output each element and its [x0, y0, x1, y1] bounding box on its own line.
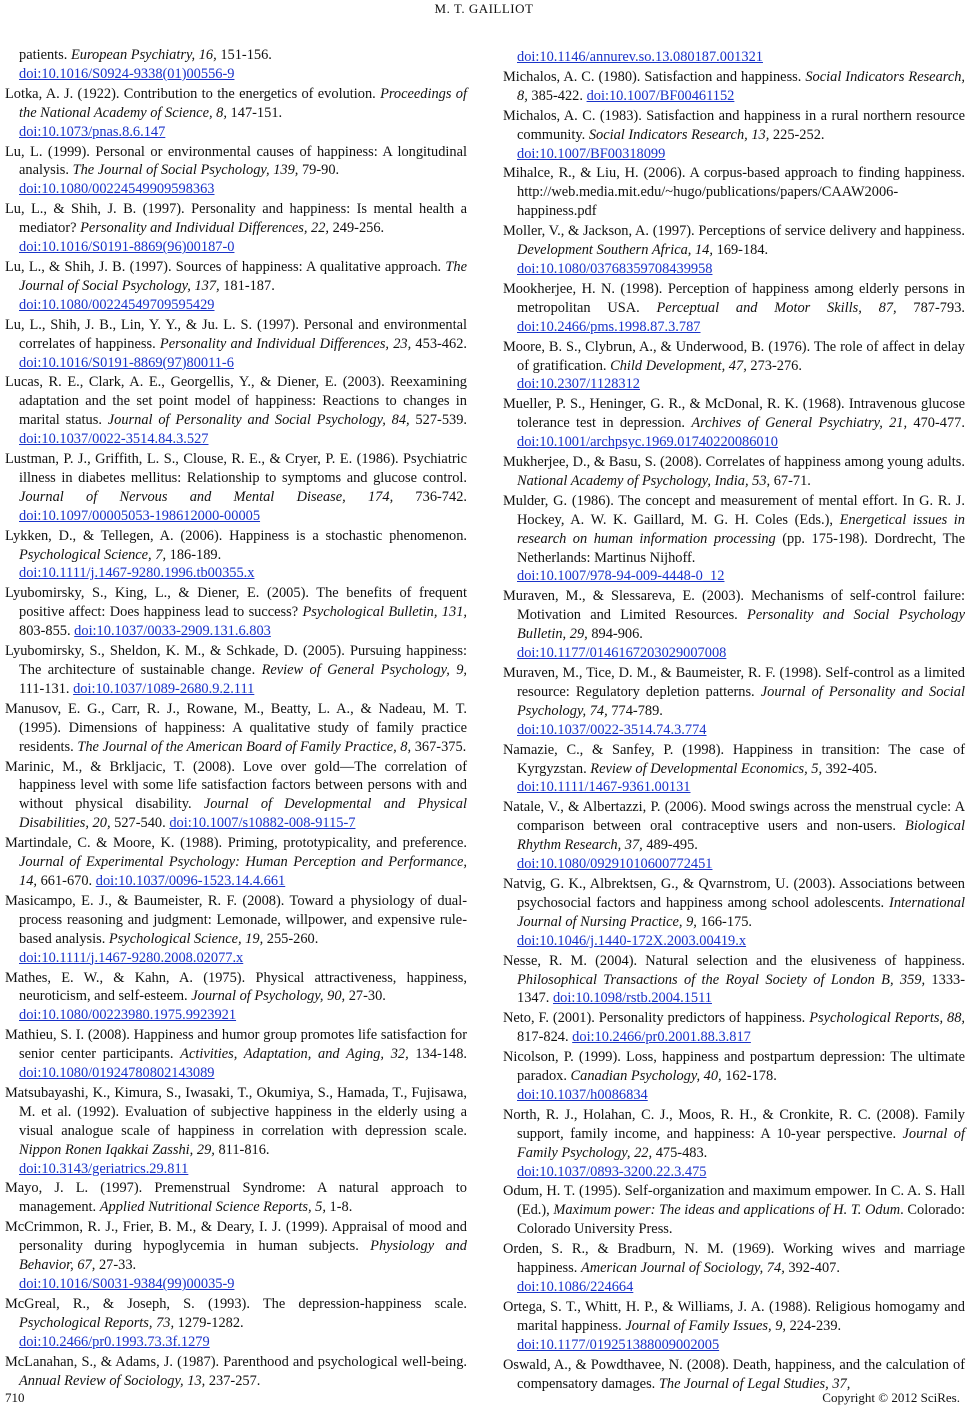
reference-source: Review of General Psychology, 9, — [261, 662, 467, 678]
reference-pages: 249-256. — [329, 220, 385, 237]
reference-text: Michalos, A. C. (1983). Satisfaction and happiness in a rural northern resource community. — [503, 107, 965, 143]
reference-source: Personality and Individual Differences, 22, — [80, 220, 329, 237]
reference-pages: 453-462. — [411, 335, 467, 352]
reference-pages: 392-407. — [784, 1260, 840, 1277]
reference-pages: 392-405. — [822, 760, 878, 777]
reference-pages: 273-276. — [746, 357, 802, 374]
reference-text: Moller, V., & Jackson, A. (1997). Perceptions of service delivery and happiness. — [503, 223, 965, 240]
reference-text: Namazie, C., & Sanfey, P. (1998). Happiness in transition: The case of Kyrgyzstan. — [503, 741, 965, 777]
reference-entry — [5, 834, 467, 891]
reference-entry — [503, 107, 965, 164]
reference-source: Annual Review of Sociology, 13, — [19, 1372, 206, 1389]
reference-entry — [503, 587, 965, 663]
reference-text: Mayo, J. L. (1997). Premenstrual Syndrome: A natural approach to management. — [5, 1180, 467, 1216]
reference-source: Activities, Adaptation, and Aging, 32, — [180, 1046, 409, 1063]
doi-link[interactable]: doi:10.1037/h0086834 — [517, 1086, 648, 1103]
reference-text: Muraven, M., & Slessareva, E. (2003). Mechanisms of self-control failure: Motivation and Limited Resources. — [503, 588, 965, 624]
reference-text: Lu, L., & Shih, J. B. (1997). Personality and happiness: Is mental health a mediator? — [5, 201, 467, 237]
reference-pages: 166-175. — [696, 913, 753, 930]
reference-entry — [5, 373, 467, 449]
reference-entry — [5, 892, 467, 968]
doi-link[interactable]: doi:10.2466/pr0.2001.88.3.817 — [572, 1029, 751, 1046]
reference-source: Journal of Experimental Psychology: Human Perception and Performance, 14, — [19, 854, 467, 889]
reference-pages: 736-742. — [393, 488, 467, 505]
reference-source: Philosophical Transactions of the Royal Society of London B, 359, — [517, 971, 926, 988]
doi-link[interactable]: doi:10.1086/224664 — [517, 1279, 634, 1295]
reference-text: patients. — [19, 47, 71, 63]
reference-source: The Journal of Social Psychology, 137, — [19, 258, 467, 294]
reference-text: Mueller, P. S., Heninger, G. R., & McDonal, R. K. (1968). Intravenous glucose tolerance test in depression. — [503, 396, 965, 432]
reference-entry — [5, 1295, 467, 1352]
reference-pages: 489-495. — [642, 837, 698, 854]
doi-link[interactable]: doi:10.1111/j.1467-9280.1996.tb00355.x — [19, 565, 255, 582]
reference-text: Lotka, A. J. (1922). Contribution to the energetics of evolution. — [5, 85, 381, 102]
reference-source: Physiology and Behavior, 67, — [19, 1238, 467, 1274]
reference-entry — [503, 875, 965, 951]
doi-link[interactable]: doi:10.2307/1128312 — [517, 376, 640, 393]
reference-entry — [5, 642, 467, 699]
doi-link[interactable]: doi:10.1016/S0924-9338(01)00556-9 — [19, 65, 235, 82]
running-header — [0, 1, 968, 17]
reference-source: Applied Nutritional Science Reports, 5, — [99, 1199, 326, 1216]
doi-link[interactable]: doi:10.1037/0893-3200.22.3.475 — [517, 1163, 707, 1180]
reference-text: Mookherjee, H. N. (1998). Perception of happiness among elderly persons in metropolitan USA. — [503, 280, 965, 316]
reference-source: Psychological Science, 7, — [19, 546, 167, 563]
reference-pages: 27-30. — [345, 988, 386, 1005]
reference-text: Lucas, R. E., Clark, A. E., Georgellis, Y., & Diener, E. (2003). Reexamining adaptation and the set point model of happiness: Reactions to changes in marital status. — [5, 374, 467, 429]
reference-text: Nicolson, P. (1999). Loss, happiness and postpartum depression: The ultimate paradox. — [503, 1049, 965, 1085]
reference-source: The Journal of the American Board of Family Practice, 8, — [77, 738, 412, 755]
reference-entry — [503, 1106, 965, 1182]
reference-source: Journal of Nervous and Mental Disease, 174, — [19, 488, 394, 505]
reference-source: Maximum power: The ideas and applications of H. T. Odum — [553, 1202, 901, 1219]
doi-link[interactable]: doi:10.1037/0022-3514.74.3.774 — [517, 721, 707, 738]
reference-entry — [503, 1182, 965, 1239]
reference-entry — [503, 1048, 965, 1105]
reference-text: Lu, L., & Shih, J. B. (1997). Sources of happiness: A qualitative approach. — [5, 258, 446, 275]
reference-source: International Journal of Nursing Practice, 9, — [517, 894, 965, 930]
reference-source: Child Development, 47, — [610, 357, 747, 374]
reference-text: Matsubayashi, K., Kimura, S., Iwasaki, T., Okumiya, S., Hamada, T., Fujisawa, M. et al. (1992). Evaluation of subjective happiness in the elderly using a visual analogue scale of happiness in correlation with depression scale. — [5, 1084, 467, 1139]
reference-source: Journal of Personality and Social Psychology, 84, — [107, 412, 410, 429]
reference-text: Orden, S. R., & Bradburn, N. M. (1969). Working wives and marriage happiness. — [503, 1241, 965, 1277]
reference-pages: 385-422. — [527, 87, 587, 104]
reference-entry — [503, 68, 965, 106]
reference-pages: 774-789. — [607, 702, 663, 719]
page-number: 710 — [5, 1390, 25, 1405]
reference-text: Marinic, M., & Brkljacic, T. (2008). Love over gold—The correlation of happiness level with some life satisfaction factors between persons with and without physical disability. — [5, 758, 467, 813]
reference-entry — [5, 700, 467, 757]
reference-pages: 527-539. — [409, 412, 467, 429]
reference-pages: 1279-1282. — [174, 1314, 244, 1331]
reference-pages: 134-148. — [408, 1046, 467, 1063]
reference-source: European Psychiatry, 16, — [70, 47, 217, 63]
reference-source: The Journal of Legal Studies, 37, — [658, 1375, 851, 1392]
reference-entry — [5, 258, 467, 315]
reference-pages: 181-187. — [219, 277, 275, 294]
doi-link[interactable]: doi:10.1080/03768359708439958 — [517, 260, 713, 277]
doi-link[interactable]: doi:10.1098/rstb.2004.1511 — [552, 990, 712, 1007]
reference-pages: 237-257. — [205, 1372, 261, 1389]
reference-text: Lu, L., Shih, J. B., Lin, Y. Y., & Ju. L. S. (1997). Personal and environmental correlates of happiness. — [5, 316, 467, 352]
doi-link[interactable]: doi:10.2466/pr0.1993.73.3f.1279 — [19, 1333, 210, 1350]
reference-entry — [503, 492, 965, 587]
reference-text: Manusov, E. G., Carr, R. J., Rowane, M., Beatty, L. A., & Nadeau, M. T. (1995). Dimensions of happiness: A qualitative study of family practice residents. — [5, 700, 467, 755]
reference-pages: 162-178. — [721, 1068, 777, 1085]
doi-link[interactable]: doi:10.1177/019251388009002005 — [517, 1336, 720, 1353]
reference-pages: 661-670. — [37, 872, 96, 889]
doi-link[interactable]: doi:10.1001/archpsyc.1969.01740220086010 — [517, 434, 779, 451]
reference-source: Proceedings of the National Academy of Science, 8, — [19, 85, 467, 121]
doi-link[interactable]: doi:10.1016/S0191-8869(97)80011-6 — [19, 354, 234, 371]
reference-pages: 803-855. — [19, 623, 75, 640]
doi-link[interactable]: doi:10.1080/00223980.1975.9923921 — [19, 1007, 237, 1024]
reference-entry — [5, 527, 467, 584]
doi-link[interactable]: doi:10.1111/1467-9361.00131 — [517, 779, 691, 796]
reference-text: Mulder, G. (1986). The concept and measurement of mental effort. In G. R. J. Hockey, A. W. K. Gaillard, M. G. H. Coles (Eds.), — [503, 492, 965, 528]
reference-text: McGreal, R., & Joseph, S. (1993). The depression-happiness scale. — [5, 1295, 467, 1312]
reference-entry — [5, 1084, 467, 1179]
doi-link[interactable]: doi:10.1046/j.1440-172X.2003.00419.x — [517, 932, 747, 949]
reference-pages: 186-189. — [166, 546, 222, 563]
reference-entry — [5, 969, 467, 1026]
doi-link[interactable]: doi:10.1007/s10882-008-9115-7 — [169, 815, 356, 832]
reference-source: Perceptual and Motor Skills, 87, — [656, 299, 897, 316]
reference-pages: 527-540. — [110, 815, 170, 832]
reference-pages: 224-239. — [786, 1317, 842, 1334]
reference-text: Lyubomirsky, S., King, L., & Diener, E. (2005). The benefits of frequent positive affect: Does happiness lead to success? — [5, 585, 467, 621]
reference-source: The Journal of Social Psychology, 139, — [72, 162, 299, 179]
reference-entry — [503, 222, 965, 279]
reference-pages: 1-8. — [325, 1199, 353, 1216]
doi-link[interactable]: doi:10.1073/pnas.8.6.147 — [19, 123, 166, 140]
reference-entry — [5, 143, 467, 200]
reference-entry — [503, 453, 965, 491]
reference-pages: 811-816. — [214, 1141, 270, 1158]
reference-text: Odum, H. T. (1995). Self-organization and maximum empower. In C. A. S. Hall (Ed.), — [503, 1183, 965, 1219]
doi-link[interactable]: doi:10.1037/0033-2909.131.6.803 — [74, 623, 271, 640]
reference-source: Nippon Ronen Iqakkai Zasshi, 29, — [19, 1141, 215, 1158]
reference-source: Review of Developmental Economics, 5, — [590, 760, 823, 777]
reference-entry — [503, 48, 965, 67]
running-header-text: M. T. GAILLIOT — [434, 1, 534, 16]
reference-source: Journal of Family Issues, 9, — [625, 1317, 786, 1334]
reference-text: Lu, L. (1999). Personal or environmental causes of happiness: A longitudinal analysis. — [5, 143, 467, 179]
reference-entry — [503, 1356, 965, 1394]
reference-text: Natale, V., & Albertazzi, P. (2006). Mood swings across the menstrual cycle: A comparison between oral contraceptive users and non-users. — [503, 799, 965, 835]
reference-source: Psychological Bulletin, 131, — [302, 604, 467, 621]
reference-source: Social Indicators Research, 8, — [517, 68, 966, 104]
reference-pages: 225-252. — [769, 126, 825, 143]
reference-text: Ortega, S. T., Whitt, H. P., & Williams, J. A. (1988). Religious homogamy and marital happiness. — [503, 1298, 965, 1334]
reference-entry — [503, 664, 965, 740]
doi-link[interactable]: doi:10.3143/geriatrics.29.811 — [19, 1160, 189, 1177]
reference-source: National Academy of Psychology, India, 53, — [517, 472, 771, 489]
reference-entry — [503, 280, 965, 337]
reference-text: Mihalce, R., & Liu, H. (2006). A corpus-based approach to finding happiness. http://web.media.mit.edu/~hugo/publications/papers/CAAW2006-happiness.pdf — [503, 165, 965, 220]
reference-source: Journal of Developmental and Physical Disabilities, 20, — [19, 796, 467, 832]
reference-entry — [503, 164, 965, 221]
doi-link[interactable]: doi:10.1037/0096-1523.14.4.661 — [95, 872, 286, 889]
reference-text: Oswald, A., & Powdthavee, N. (2008). Death, happiness, and the calculation of compensatory damages. — [503, 1356, 965, 1392]
reference-text: McCrimmon, R. J., Frier, B. M., & Deary, I. J. (1999). Appraisal of mood and personality during hypoglycemia in human subjects. — [5, 1219, 467, 1255]
reference-text: Lustman, P. J., Griffith, L. S., Clouse, R. E., & Cryer, P. E. (1986). Psychiatric illness in diabetes mellitus: Relationship to symptoms and glucose control. — [5, 451, 467, 486]
reference-pages: 894-906. — [587, 626, 643, 643]
reference-pages: 169-184. — [712, 242, 769, 259]
reference-source: American Journal of Sociology, 74, — [580, 1260, 785, 1277]
reference-entry — [503, 952, 965, 1009]
doi-link[interactable]: doi:10.1080/01924780802143089 — [19, 1065, 215, 1082]
reference-text: Mathes, E. W., & Kahn, A. (1975). Physical attractiveness, happiness, neuroticism, and self-esteem. — [5, 969, 467, 1005]
reference-text: Nesse, R. M. (2004). Natural selection and the elusiveness of happiness. — [503, 952, 965, 969]
reference-pages: 111-131. — [19, 680, 74, 697]
reference-entry — [5, 85, 467, 142]
reference-source: Psychological Science, 19, — [108, 930, 264, 947]
reference-pages: 787-793. — [896, 299, 965, 316]
doi-link[interactable]: doi:10.1080/00224549909598363 — [19, 181, 215, 198]
reference-entry — [503, 395, 965, 452]
copyright-notice: Copyright © 2012 SciRes. — [822, 1390, 960, 1405]
reference-entry — [503, 1298, 965, 1355]
reference-source: Psychological Reports, 73, — [19, 1314, 175, 1331]
doi-link[interactable]: doi:10.1007/BF00318099 — [517, 145, 666, 162]
reference-entry — [503, 741, 965, 798]
doi-link[interactable]: doi:10.1146/annurev.so.13.080187.001321 — [517, 49, 763, 65]
reference-entry — [5, 584, 467, 641]
reference-entry — [503, 338, 965, 395]
reference-text: Martindale, C. & Moore, K. (1988). Priming, prototypicality, and preference. — [5, 835, 467, 852]
reference-pages: 27-33. — [95, 1257, 137, 1274]
reference-source: Development Southern Africa, 14, — [517, 242, 713, 259]
reference-pages: 67-71. — [770, 472, 811, 489]
reference-source: Energetical issues in research on human information processing — [517, 511, 965, 547]
reference-pages: 367-375. — [411, 738, 467, 755]
reference-pages: 1333-1347. — [517, 971, 965, 1007]
reference-source: Canadian Psychology, 40, — [570, 1068, 722, 1085]
reference-text: Muraven, M., Tice, D. M., & Baumeister, R. F. (1998). Self-control as a limited resource: Regulatory depletion patterns. — [503, 665, 965, 700]
reference-pages: 151-156. — [216, 47, 272, 63]
reference-pages: 475-483. — [652, 1144, 708, 1161]
right-reference-column — [503, 48, 965, 1394]
doi-link[interactable]: doi:10.1037/0022-3514.84.3.527 — [19, 431, 209, 448]
doi-link[interactable]: doi:10.1016/S0191-8869(96)00187-0 — [19, 239, 235, 256]
reference-entry — [5, 1353, 467, 1391]
doi-link[interactable]: doi:10.1111/j.1467-9280.2008.02077.x — [19, 949, 244, 966]
reference-text: Mathieu, S. I. (2008). Happiness and humor group promotes life satisfaction for senior center participants. — [5, 1027, 467, 1063]
reference-entry — [5, 316, 467, 373]
reference-entry — [5, 758, 467, 834]
doi-link[interactable]: doi:10.1007/BF00461152 — [586, 87, 735, 104]
reference-text: Lykken, D., & Tellegen, A. (2006). Happiness is a stochastic phenomenon. — [5, 527, 467, 544]
reference-entry — [5, 1218, 467, 1294]
reference-pages: 817-824. — [517, 1029, 573, 1046]
reference-pages: (pp. 175-198). Dordrecht, The Netherlands: Martinus Nijhoff. — [517, 530, 965, 566]
doi-link[interactable]: doi:10.1037/1089-2680.9.2.111 — [73, 680, 255, 697]
reference-source: Personality and Social Psychology Bulletin, 29, — [517, 607, 965, 643]
reference-source: Journal of Family Psychology, 22, — [517, 1125, 965, 1161]
reference-entry — [5, 450, 467, 526]
reference-text: Michalos, A. C. (1980). Satisfaction and happiness. — [503, 68, 806, 85]
reference-source: Psychological Reports, 88, — [809, 1010, 965, 1027]
reference-entry — [5, 1026, 467, 1083]
left-reference-column — [5, 46, 467, 1391]
reference-pages: 147-151. — [226, 104, 283, 121]
reference-text: North, R. J., Holahan, C. J., Moos, R. H., & Cronkite, R. C. (2008). Family support, family income, and happiness: A 10-year perspective. — [503, 1106, 965, 1142]
reference-pages: 255-260. — [263, 930, 319, 947]
doi-link[interactable]: doi:10.1080/09291010600772451 — [517, 856, 713, 873]
doi-link[interactable]: doi:10.1080/00224549709595429 — [19, 296, 215, 313]
reference-entry — [5, 46, 467, 84]
doi-link[interactable]: doi:10.1097/00005053-198612000-00005 — [19, 507, 261, 524]
reference-pages: 470-477. — [907, 415, 965, 432]
reference-source: Journal of Psychology, 90, — [191, 988, 346, 1005]
reference-entry — [503, 1009, 965, 1047]
reference-text: Neto, F. (2001). Personality predictors of happiness. — [503, 1010, 810, 1027]
reference-text: Lyubomirsky, S., Sheldon, K. M., & Schkade, D. (2005). Pursuing happiness: The architecture of sustainable change. — [5, 643, 467, 678]
doi-link[interactable]: doi:10.2466/pms.1998.87.3.787 — [517, 318, 701, 335]
reference-text: Mukherjee, D., & Basu, S. (2008). Correlates of happiness among young adults. — [503, 454, 965, 471]
reference-text: Moore, B. S., Clybrun, A., & Underwood, B. (1976). The role of affect in delay of gratification. — [503, 338, 965, 374]
reference-source: Social Indicators Research, 13, — [588, 126, 770, 143]
reference-text: Natvig, G. K., Albrektsen, G., & Qvarnstrom, U. (2003). Associations between psychosocial factors and happiness among school adolescents. — [503, 875, 965, 911]
reference-entry — [5, 1179, 467, 1217]
reference-text: McLanahan, S., & Adams, J. (1987). Parenthood and psychological well-being. — [5, 1353, 467, 1370]
reference-entry — [503, 798, 965, 874]
doi-link[interactable]: doi:10.1016/S0031-9384(99)00035-9 — [19, 1276, 235, 1292]
reference-pages: 79-90. — [298, 162, 340, 179]
reference-pages: . Colorado: Colorado University Press. — [517, 1202, 965, 1238]
reference-entry — [5, 200, 467, 257]
doi-link[interactable]: doi:10.1007/978-94-009-4448-0_12 — [517, 568, 725, 585]
doi-link[interactable]: doi:10.1177/0146167203029007008 — [517, 645, 727, 662]
reference-source: Personality and Individual Differences, 23, — [159, 335, 412, 352]
reference-source: Biological Rhythm Research, 37, — [517, 818, 965, 854]
reference-text: Masicampo, E. J., & Baumeister, R. F. (2008). Toward a physiology of dual-process reasoning and judgment: Lemonade, willpower, and expensive rule-based analysis. — [5, 892, 467, 947]
reference-source: Journal of Personality and Social Psychology, 74, — [517, 683, 965, 719]
reference-source: Archives of General Psychiatry, 21, — [691, 415, 908, 432]
reference-entry — [503, 1240, 965, 1297]
